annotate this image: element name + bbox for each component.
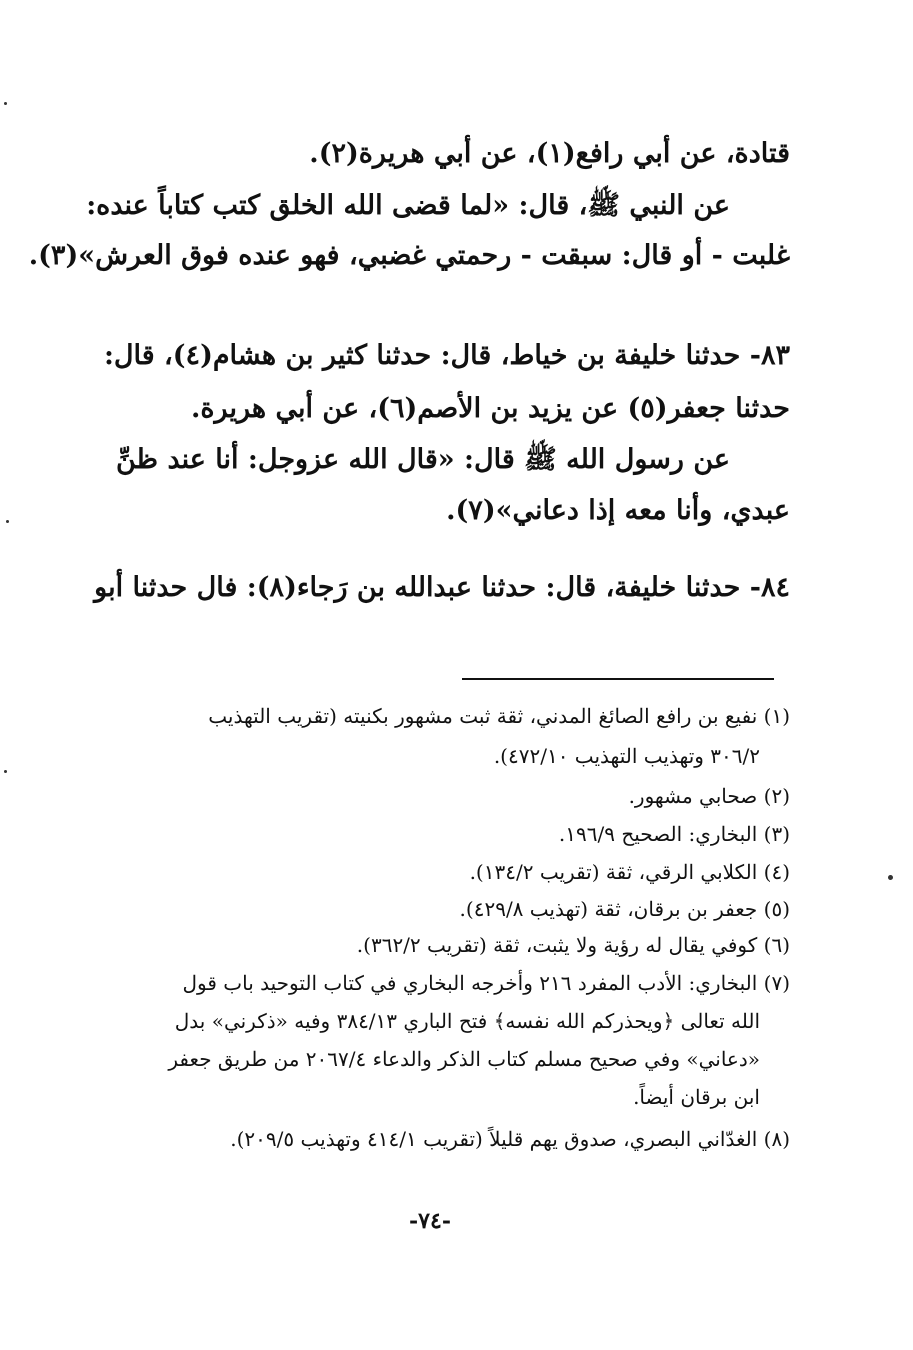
footnote-line: ٣٠٦/٢ وتهذيب التهذيب ٤٧٢/١٠). <box>493 744 760 768</box>
margin-mark <box>4 770 7 773</box>
main-text-line: غلبت - أو قال: سبقت - رحمتي غضبي، فهو عنده فوق العرش»(٣). <box>28 240 790 271</box>
footnote-line: ابن برقان أيضاً. <box>633 1085 760 1109</box>
footnote-line: الله تعالى ﴿ويحذركم الله نفسه﴾ فتح الباري ٣٨٤/١٣ وفيه «ذكرني» بدل <box>174 1009 760 1033</box>
footnote-line: (٢) صحابي مشهور. <box>628 784 790 808</box>
main-text-line: قتادة، عن أبي رافع(١)، عن أبي هريرة(٢). <box>309 138 790 169</box>
footnote-line: (٤) الكلابي الرقي، ثقة (تقريب ١٣٤/٢). <box>469 860 790 884</box>
main-text-line: حدثنا جعفر(٥) عن يزيد بن الأصم(٦)، عن أبي هريرة. <box>191 393 790 424</box>
margin-mark <box>6 520 9 523</box>
hadith-83-line: ٨٣- حدثنا خليفة بن خياط، قال: حدثنا كثير بن هشام(٤)، قال: <box>103 340 790 371</box>
footnote-line: (٨) الغدّاني البصري، صدوق يهم قليلاً (تقريب ٤١٤/١ وتهذيب ٢٠٩/٥). <box>230 1127 790 1151</box>
footnote-line: «دعاني» وفي صحيح مسلم كتاب الذكر والدعاء ٢٠٦٧/٤ من طريق جعفر <box>168 1047 760 1071</box>
margin-mark <box>4 102 7 105</box>
footnote-line: (٣) البخاري: الصحيح ١٩٦/٩. <box>558 822 790 846</box>
footnote-line: (٧) البخاري: الأدب المفرد ٢١٦ وأخرجه البخاري في كتاب التوحيد باب قول <box>182 971 790 995</box>
main-text-line: عن النبي ﷺ، قال: «لما قضى الله الخلق كتب كتاباً عنده: <box>86 190 730 221</box>
footnote-line: (٦) كوفي يقال له رؤية ولا يثبت، ثقة (تقريب ٣٦٢/٢). <box>356 933 790 957</box>
footnote-line: (٥) جعفر بن برقان، ثقة (تهذيب ٤٢٩/٨). <box>459 897 790 921</box>
main-text-line: عن رسول الله ﷺ قال: «قال الله عزوجل: أنا عند ظنِّ <box>116 444 730 475</box>
footnote-divider <box>462 678 774 680</box>
hadith-84-line: ٨٤- حدثنا خليفة، قال: حدثنا عبدالله بن رَجاء(٨): فال حدثنا أبو <box>94 572 790 603</box>
page-number: -٧٤- <box>409 1208 451 1234</box>
margin-mark <box>888 875 893 880</box>
footnote-line: (١) نفيع بن رافع الصائغ المدني، ثقة ثبت مشهور بكنيته (تقريب التهذيب <box>208 704 790 728</box>
main-text-line: عبدي، وأنا معه إذا دعاني»(٧). <box>446 495 790 526</box>
